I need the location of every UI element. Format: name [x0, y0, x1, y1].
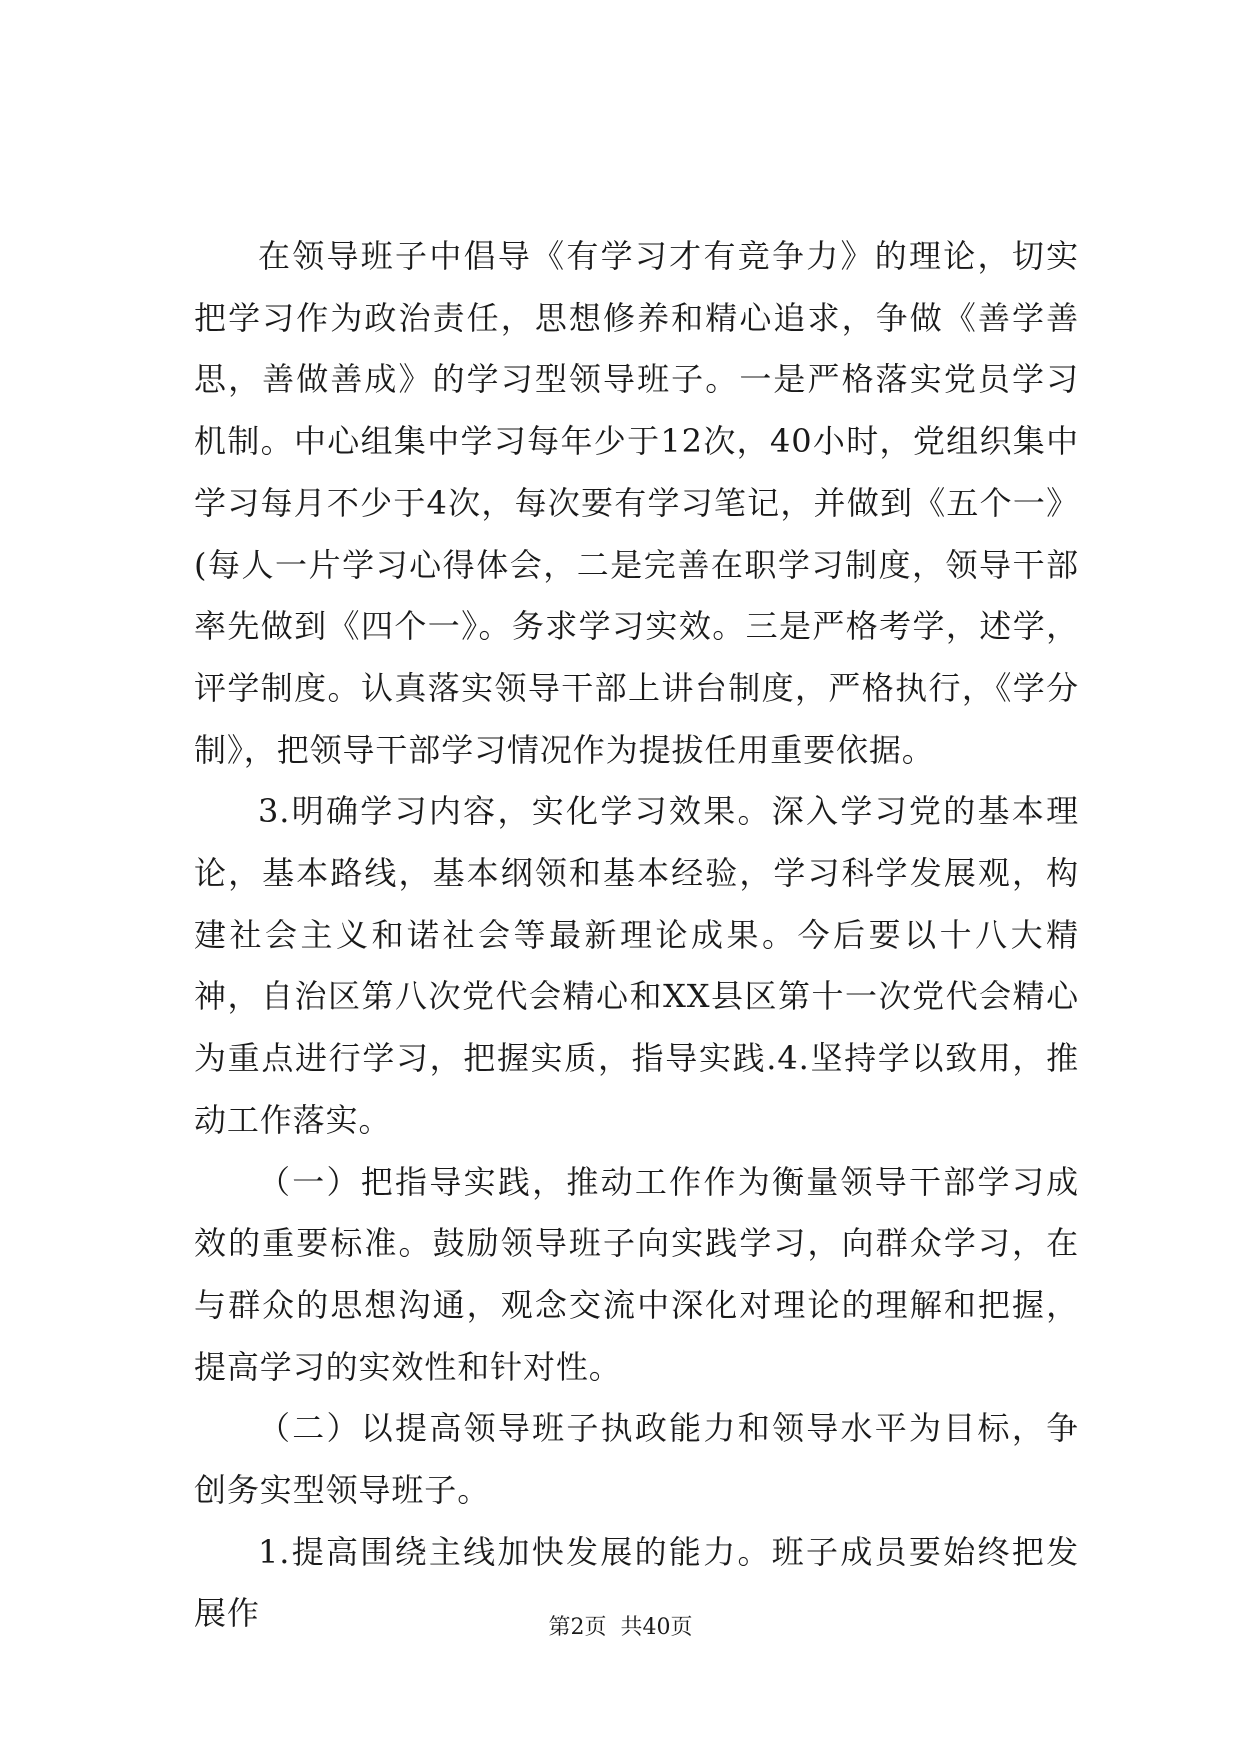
- page-footer: [0, 1613, 1241, 1643]
- paragraph-1: 在领导班子中倡导《有学习才有竞争力》的理论，切实把学习作为政治责任，思想修养和精心追求，争做《善学善思，善做善成》的学习型领导班子。一是严格落实党员学习机制。中心组集中学习每年少于12次，40小时，党组织集中学习每月不少于4次，每次要有学习笔记，并做到《五个一》(每人一片学习心得体会，二是完善在职学习制度，领导干部率先做到《四个一》。务求学习实效。三是严格考学，述学，评学制度。认真落实领导干部上讲台制度，严格执行，《学分制》，把领导干部学习情况作为提拔任用重要依据。: [194, 237, 1079, 769]
- paragraph-4: （二）以提高领导班子执政能力和领导水平为目标，争创务实型领导班子。: [194, 1409, 1079, 1510]
- paragraph-5: 1.提高围绕主线加快发展的能力。班子成员要始终把发展作: [194, 1532, 1079, 1633]
- page-number: 第2页: [548, 1615, 607, 1640]
- paragraph-3: （一）把指导实践，推动工作作为衡量领导干部学习成效的重要标准。鼓励领导班子向实践学习，向群众学习，在与群众的思想沟通，观念交流中深化对理论的理解和把握，提高学习的实效性和针对性。: [194, 1162, 1079, 1386]
- page-total: 共40页: [620, 1615, 693, 1640]
- document-body: [194, 226, 1079, 1645]
- paragraph-2: 3.明确学习内容，实化学习效果。深入学习党的基本理论，基本路线，基本纲领和基本经验，学习科学发展观，构建社会主义和诺社会等最新理论成果。今后要以十八大精神，自治区第八次党代会精心和XX县区第十一次党代会精心为重点进行学习，把握实质，指导实践.4.坚持学以致用，推动工作落实。: [194, 792, 1079, 1139]
